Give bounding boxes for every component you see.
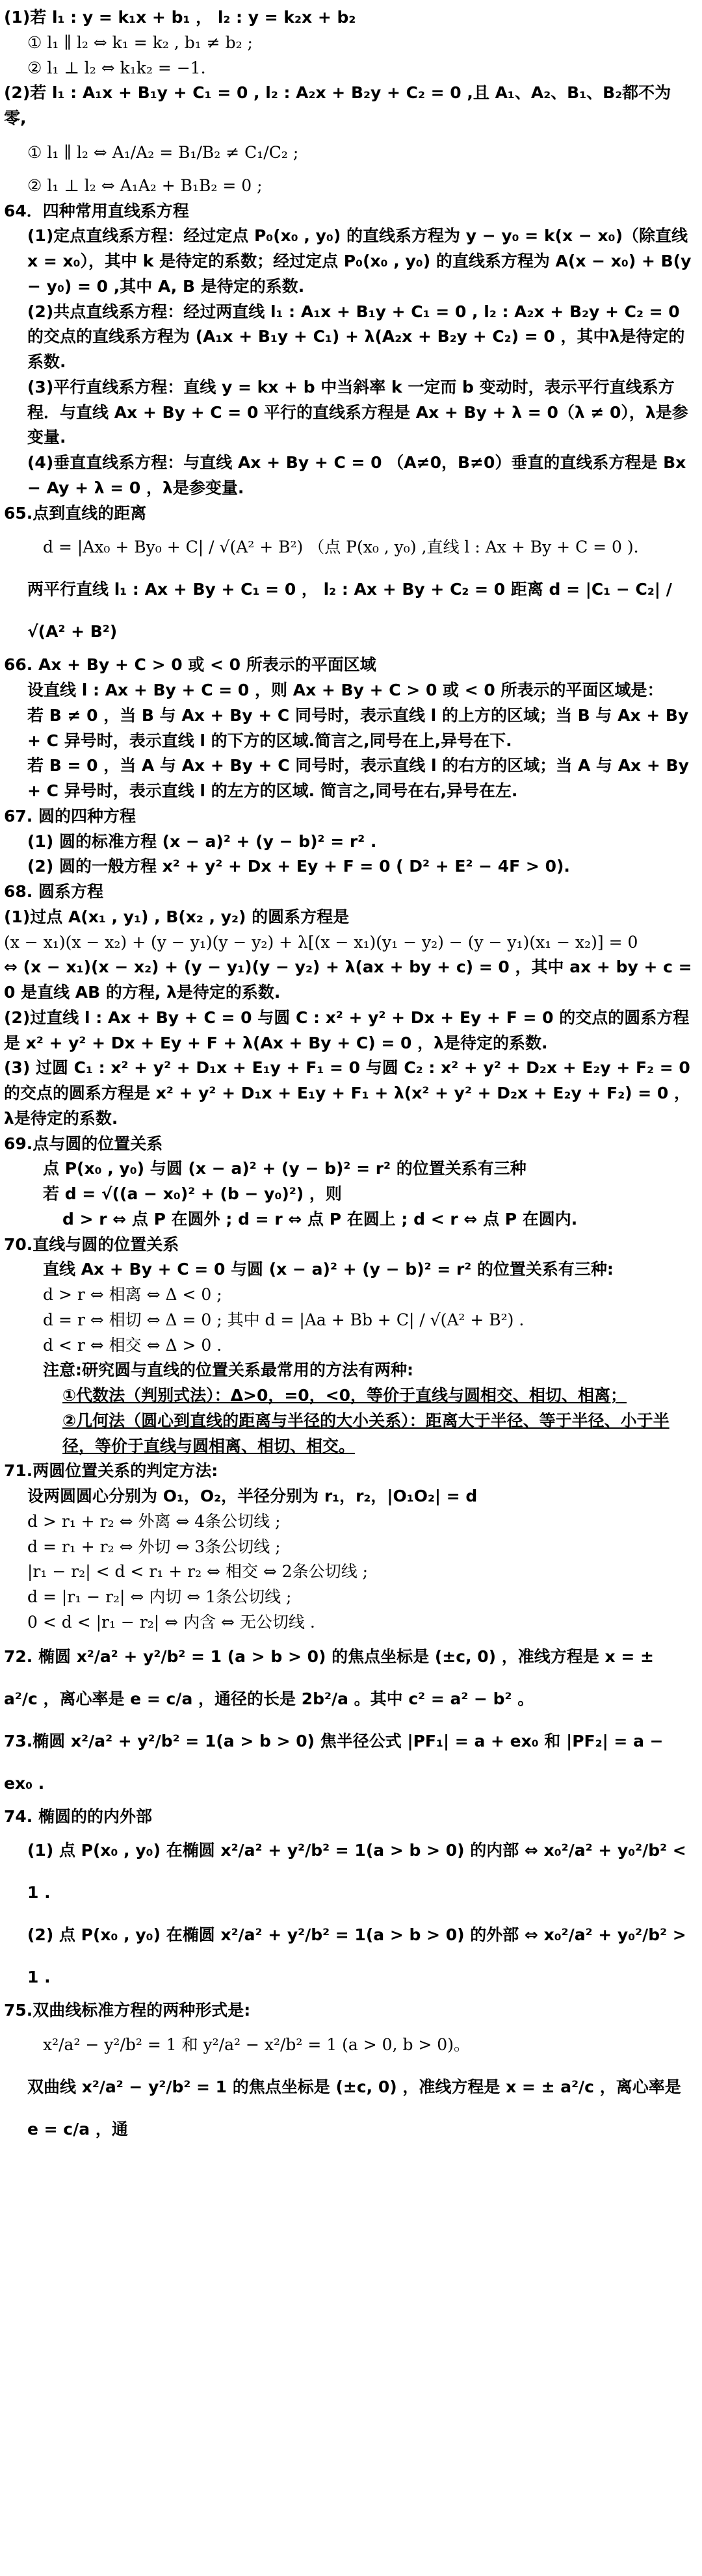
text-line-8: (2)共点直线系方程：经过两直线 l₁ : A₁x + B₁y + C₁ = 0 , l₂ : A₂x + B₂y + C₂ = 0 的交点的直线系方程为 (A₁x + B₁y + C₁) + λ(A₂x + B₂y + C₂) = 0 ，其中λ是待定的系数. [27, 302, 685, 371]
text-line-18: 67. 圆的四种方程 [4, 806, 136, 826]
text-line-6: 64．四种常用直线系方程 [4, 201, 189, 220]
text-line-47: 73.椭圆 x²/a² + y²/b² = 1(a > b > 0) 焦半径公式 |PF₁| = a + ex₀ 和 |PF₂| = a − ex₀ . [4, 1731, 664, 1793]
text-line-17: 若 B = 0 ，当 A 与 Ax + By + C 同号时，表示直线 l 的右方的区域；当 A 与 Ax + By + C 异号时，表示直线 l 的左方的区域. 简言之,同号在右,异号在左. [27, 756, 689, 800]
text-line-40: 设两圆圆心分别为 O₁，O₂，半径分别为 r₁，r₂，|O₁O₂| = d [27, 1487, 478, 1505]
text-line-42: d = r₁ + r₂ ⇔ 外切 ⇔ 3条公切线 ; [27, 1537, 281, 1556]
text-line-33: d > r ⇔ 相离 ⇔ Δ < 0 ; [43, 1285, 222, 1304]
text-line-52: x²/a² − y²/b² = 1 和 y²/a² − x²/b² = 1 (a > 0, b > 0)。 [43, 2035, 470, 2054]
text-line-41: d > r₁ + r₂ ⇔ 外离 ⇔ 4条公切线 ; [27, 1511, 281, 1531]
text-line-39: 71.两圆位置关系的判定方法: [4, 1461, 218, 1481]
text-line-3: (2)若 l₁ : A₁x + B₁y + C₁ = 0 , l₂ : A₂x + B₂y + C₂ = 0 ,且 A₁、A₂、B₁、B₂都不为零, [4, 83, 671, 127]
text-line-4: ① l₁ ∥ l₂ ⇔ A₁/A₂ = B₁/B₂ ≠ C₁/C₂ ; [27, 142, 299, 162]
text-line-28: 点 P(x₀ , y₀) 与圆 (x − a)² + (y − b)² = r² 的位置关系有三种 [43, 1159, 526, 1178]
text-line-20: (2) 圆的一般方程 x² + y² + Dx + Ey + F = 0 ( D² + E² − 4F > 0). [27, 857, 570, 876]
text-line-2: ② l₁ ⊥ l₂ ⇔ k₁k₂ = −1. [27, 58, 206, 77]
text-line-9: (3)平行直线系方程：直线 y = kx + b 中当斜率 k 一定而 b 变动时，表示平行直线系方程．与直线 Ax + By + C = 0 平行的直线系方程是 Ax + By + λ = 0（λ ≠ 0），λ是参变量. [27, 377, 688, 447]
text-line-27: 69.点与圆的位置关系 [4, 1134, 163, 1153]
text-line-21: 68. 圆系方程 [4, 882, 103, 901]
text-line-48: 74. 椭圆的的内外部 [4, 1806, 152, 1826]
text-line-37: ①代数法（判别式法）：Δ>0，=0，<0，等价于直线与圆相交、相切、相离； [62, 1386, 627, 1405]
text-line-12: d = |Ax₀ + By₀ + C| / √(A² + B²) （点 P(x₀ , y₀) ,直线 l : Ax + By + C = 0 ). [43, 538, 639, 557]
text-line-50: (2) 点 P(x₀ , y₀) 在椭圆 x²/a² + y²/b² = 1(a > b > 0) 的外部 ⇔ x₀²/a² + y₀²/b² > 1 . [27, 1925, 686, 1987]
text-line-51: 75.双曲线标准方程的两种形式是: [4, 2001, 251, 2020]
text-line-38: ②几何法（圆心到直线的距离与半径的大小关系）：距离大于半径、等于半径、小于半径，等价于直线与圆相离、相切、相交。 [62, 1411, 670, 1455]
text-line-19: (1) 圆的标准方程 (x − a)² + (y − b)² = r² . [27, 831, 377, 851]
text-line-10: (4)垂直直线系方程：与直线 Ax + By + C = 0 （A≠0，B≠0）垂直的直线系方程是 Bx − Ay + λ = 0 ，λ是参变量. [27, 453, 686, 497]
text-line-22: (1)过点 A(x₁ , y₁) , B(x₂ , y₂) 的圆系方程是 [4, 907, 350, 926]
text-line-29: 若 d = √((a − x₀)² + (b − y₀)²) ，则 [43, 1184, 342, 1203]
text-line-32: 直线 Ax + By + C = 0 与圆 (x − a)² + (y − b)² = r² 的位置关系有三种: [43, 1260, 614, 1279]
text-line-45: 0 < d < |r₁ − r₂| ⇔ 内含 ⇔ 无公切线 . [27, 1612, 315, 1632]
text-line-30: d > r ⇔ 点 P 在圆外 ; d = r ⇔ 点 P 在圆上 ; d < r ⇔ 点 P 在圆内. [62, 1209, 578, 1229]
text-line-14: 66. Ax + By + C > 0 或 < 0 所表示的平面区域 [4, 655, 376, 675]
text-line-13: 两平行直线 l₁ : Ax + By + C₁ = 0 ， l₂ : Ax + By + C₂ = 0 距离 d = |C₁ − C₂| / √(A² + B²) [27, 580, 672, 642]
text-line-43: |r₁ − r₂| < d < r₁ + r₂ ⇔ 相交 ⇔ 2条公切线 ; [27, 1562, 369, 1581]
text-line-15: 设直线 l : Ax + By + C = 0 ，则 Ax + By + C > 0 或 < 0 所表示的平面区域是： [27, 681, 664, 699]
text-line-5: ② l₁ ⊥ l₂ ⇔ A₁A₂ + B₁B₂ = 0 ; [27, 176, 263, 195]
text-line-26: (3) 过圆 C₁ : x² + y² + D₁x + E₁y + F₁ = 0 与圆 C₂ : x² + y² + D₂x + E₂y + F₂ = 0 的交点的圆系方程是 x² + y² + D₁x + E₁y + F₁ + λ(x² + y² + D₂x + E₂y + F₂) = 0 ，λ是待定的系数. [4, 1058, 691, 1128]
text-line-34: d = r ⇔ 相切 ⇔ Δ = 0 ; 其中 d = |Aa + Bb + C| / √(A² + B²) . [43, 1310, 525, 1329]
text-line-23: (x − x₁)(x − x₂) + (y − y₁)(y − y₂) + λ[(x − x₁)(y₁ − y₂) − (y − y₁)(x₁ − x₂)] = 0 [4, 932, 638, 952]
text-line-53: 双曲线 x²/a² − y²/b² = 1 的焦点坐标是 (±c, 0) ，准线方程是 x = ± a²/c ，离心率是 e = c/a ，通 [27, 2077, 681, 2139]
text-line-25: (2)过直线 l : Ax + By + C = 0 与圆 C : x² + y² + Dx + Ey + F = 0 的交点的圆系方程是 x² + y² + Dx + Ey + F + λ(Ax + By + C) = 0 ，λ是待定的系数. [4, 1008, 690, 1052]
text-line-44: d = |r₁ − r₂| ⇔ 内切 ⇔ 1条公切线 ; [27, 1587, 292, 1606]
text-line-31: 70.直线与圆的位置关系 [4, 1234, 179, 1254]
text-line-7: (1)定点直线系方程：经过定点 P₀(x₀ , y₀) 的直线系方程为 y − y₀ = k(x − x₀)（除直线 x = x₀），其中 k 是待定的系数；经过定点 P₀(x₀ , y₀) 的直线系方程为 A(x − x₀) + B(y − y₀) = 0 ,其中 A, B 是待定的系数. [27, 226, 692, 296]
text-line-36: 注意:研究圆与直线的位置关系最常用的方法有两种: [43, 1360, 413, 1380]
text-line-0: (1)若 l₁ : y = k₁x + b₁ ， l₂ : y = k₂x + b₂ [4, 8, 356, 27]
text-line-49: (1) 点 P(x₀ , y₀) 在椭圆 x²/a² + y²/b² = 1(a > b > 0) 的内部 ⇔ x₀²/a² + y₀²/b² < 1 . [27, 1841, 686, 1903]
text-line-35: d < r ⇔ 相交 ⇔ Δ > 0 . [43, 1335, 222, 1355]
text-line-46: 72. 椭圆 x²/a² + y²/b² = 1 (a > b > 0) 的焦点坐标是 (±c, 0) ，准线方程是 x = ± a²/c ，离心率是 e = c/a ，通径的长是 2b²/a 。其中 c² = a² − b² 。 [4, 1646, 654, 1708]
text-line-16: 若 B ≠ 0 ，当 B 与 Ax + By + C 同号时，表示直线 l 的上方的区域；当 B 与 Ax + By + C 异号时，表示直线 l 的下方的区域.简言之,同号在上,异号在下. [27, 705, 689, 750]
text-line-11: 65.点到直线的距离 [4, 503, 147, 523]
text-line-24: ⇔ (x − x₁)(x − x₂) + (y − y₁)(y − y₂) + λ(ax + by + c) = 0 ，其中 ax + by + c = 0 是直线 AB 的方程, λ是待定的系数. [4, 957, 692, 1002]
text-line-1: ① l₁ ∥ l₂ ⇔ k₁ = k₂ , b₁ ≠ b₂ ; [27, 33, 253, 52]
